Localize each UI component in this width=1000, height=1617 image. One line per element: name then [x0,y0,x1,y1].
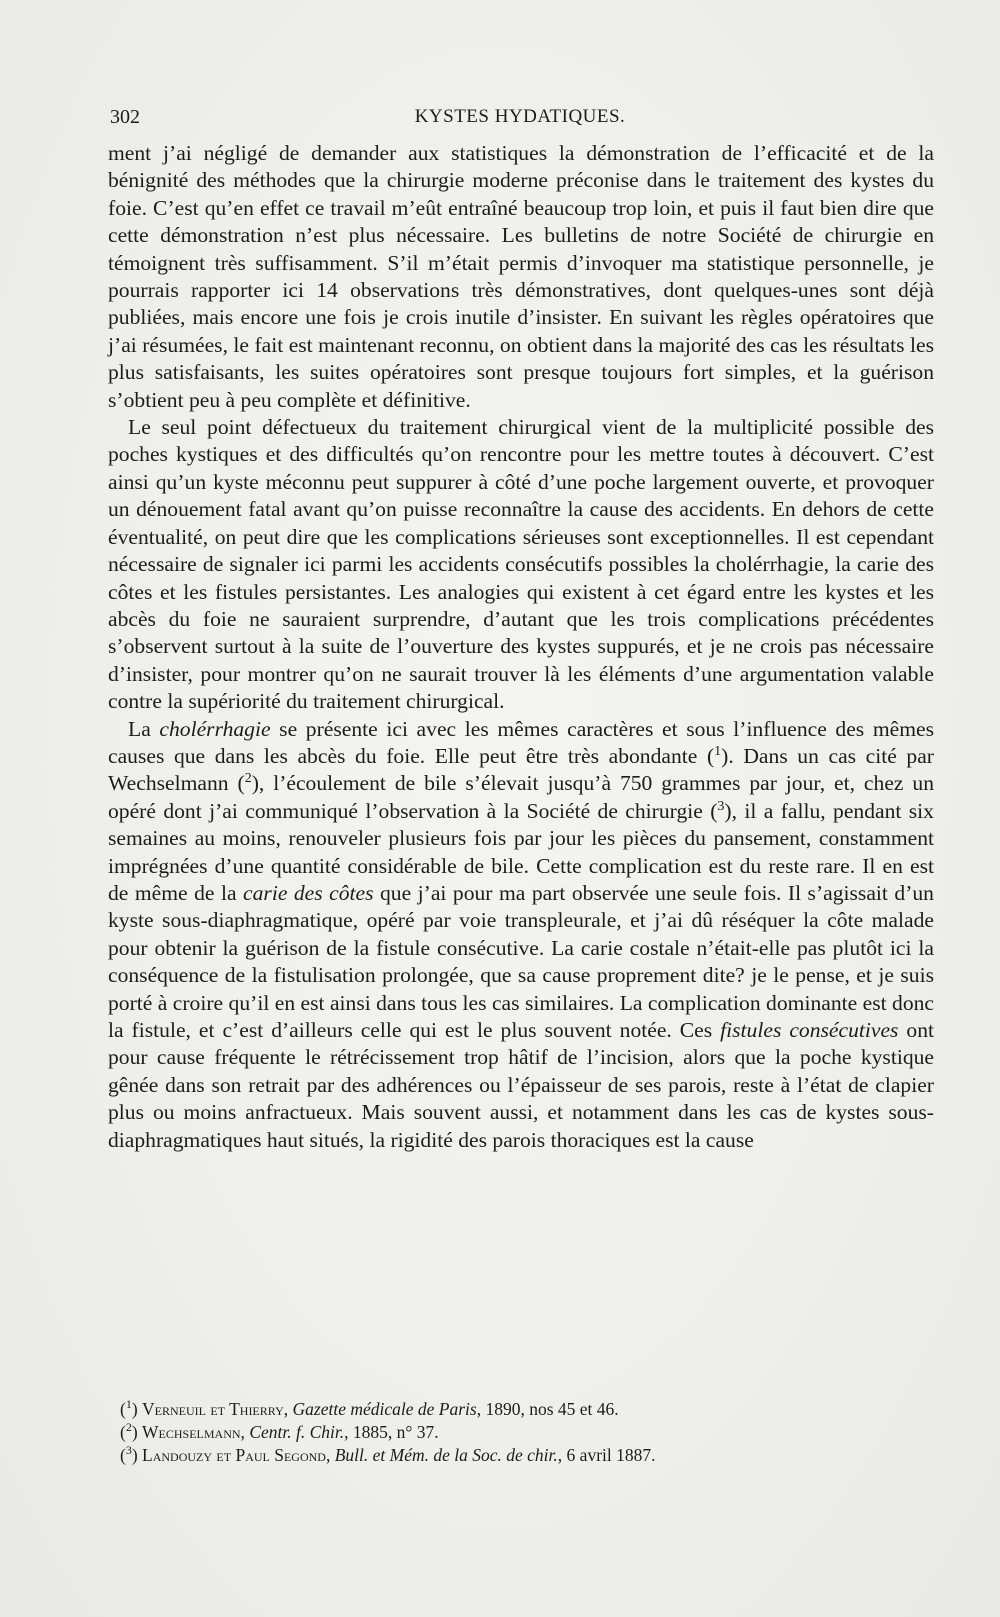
running-title: KYSTES HYDATIQUES. [414,106,626,127]
body-text [108,140,934,1154]
footnote: ($^1$) Verneuil et Thierry, Gazette médicale de Paris, 1890, nos 45 et 46. [120,1397,619,1419]
page-number: 302 [110,106,140,128]
text-span: La [128,716,160,741]
text-span: que j’ai pour ma part observée une seule fois. Il s’agissait d’un kyste sous-diaphragmatique, opéré par voie transpleurale, et j’ai dû réséquer la côte malade pour obtenir la guérison de la fistule consécutive. La carie costale n’était-elle pas plutôt ici la conséquence de la fistulisation prolongée, que sa cause proprement dite? je le pense, et je suis porté à croire qu’il en est ainsi dans tous les cas similaires. La complication dominante est donc la fistule, et c’est d’ailleurs celle qui est le plus souvent notée. Ces [108,880,934,1042]
term-cholerrhagie: cholérrhagie [159,716,271,741]
footnote-mark: 3 [125,1443,132,1458]
footnote-reference: 2 [244,771,252,787]
text-span: ). Dans un cas cité par Wechselmann ( [108,743,934,796]
footnote-reference: 1 [714,743,722,759]
text-span: ), l’écoulement de bile s’élevait jusqu’à 750 grammes par jour, et, chez un opéré dont j’ai communiqué l’observation à la Société de chirurgie ( [108,771,934,823]
footnote-details: , 1890, nos 45 et 46. [476,1399,619,1419]
paragraph-continuation: ment j’ai négligé de demander aux statistiques la démonstration de l’efficacité et de la bénignité des méthodes que la chirurgie moderne préconise dans le traitement des kystes du foie. C’est qu’en effet ce travail m’eût entraîné beaucoup trop loin, et puis il faut bien dire que cette démonstration n’est plus nécessaire. Les bulletins de notre Société de chirurgie en témoignent très suffisamment. S’il m’était permis d’invoquer ma statistique personnelle, je pourrais rapporter ici 14 observations très démonstratives, dont quelques-unes sont déjà publiées, mais encore une fois je crois inutile d’insister. En suivant les règles opératoires que j’ai résumées, le fait est maintenant reconnu, on obtient dans la majorité des cas les résultats les plus satisfaisants, les suites opératoires sont presque toujours fort simples, et la guérison s’obtient peu à peu complète et définitive. [108,141,934,412]
footnote-source: Centr. f. Chir. [249,1422,345,1442]
footnote: ($^2$) Wechselmann, Centr. f. Chir., 1885, n° 37. [120,1420,439,1442]
paragraph-cholerrhagie [108,716,934,1155]
footnote-authors: Wechselmann, [142,1422,250,1442]
footnote-source: Gazette médicale de Paris [292,1399,477,1419]
paragraph-surgical-defect: Le seul point défectueux du traitement chirurgical vient de la multiplicité possible des poches kystiques et des difficultés qu’on rencontre pour les mettre toutes à découvert. C’est ainsi qu’un kyste méconnu peut suppurer à côté d’une poche largement ouverte, et provoquer un dénouement fatal avant qu’on puisse reconnaître la cause des accidents. En dehors de cette éventualité, on peut dire que les complications sérieuses sont exceptionnelles. Il est cependant nécessaire de signaler ici parmi les accidents consécutifs possibles la cholérrhagie, la carie des côtes et les fistules persistantes. Les analogies qui existent à cet égard entre les kystes et les abcès du foie ne sauraient surprendre, d’autant que les trois complications précédentes s’observent surtout à la suite de l’ouverture des kystes suppurés, et je ne crois pas nécessaire d’insister, pour montrer qu’on ne saurait trouver là les éléments d’une argumentation valable contre la supériorité du traitement chirurgical. [108,415,934,714]
footnote-source: Bull. et Mém. de la Soc. de chir. [334,1445,558,1465]
footnote-mark: 1 [125,1397,132,1412]
term-fistules-consecutives: fistules consécutives [720,1018,899,1042]
text-span: ont pour cause fréquente le rétrécissement trop hâtif de l’incision, alors que la poche kystique gênée dans son retrait par des adhérences ou l’épaisseur de ses parois, reste à l’état de clapier plus ou moins anfractueux. Mais souvent aussi, et notamment dans les cas de kystes sous-diaphragmatiques haut situés, la rigidité des parois thoraciques est la cause [108,1018,935,1152]
page-header [110,106,930,134]
footnote-authors: Landouzy et Paul Segond, [142,1445,335,1465]
text-span: ), il a fallu, pendant six semaines au moins, renouveler plusieurs fois par jour les pièces du pansement, constamment imprégnées d’une quantité considérable de bile. Cette complication est du reste rare. Il en est de même de la [108,798,934,905]
footnotes [120,1398,920,1467]
footnote-details: , 6 avril 1887. [557,1445,656,1465]
footnote-mark: 2 [125,1420,132,1435]
term-carie-des-cotes: carie des côtes [243,880,374,905]
footnote-authors: Verneuil et Thierry, [142,1399,293,1419]
footnote-reference: 3 [717,798,725,814]
footnote: ($^3$) Landouzy et Paul Segond, Bull. et Mém. de la Soc. de chir., 6 avril 1887. [120,1443,656,1465]
text-span: se présente ici avec les mêmes caractères et sous l’influence des mêmes causes que dans les abcès du foie. Elle peut être très abondante ( [108,716,934,768]
footnote-details: , 1885, n° 37. [344,1422,439,1442]
